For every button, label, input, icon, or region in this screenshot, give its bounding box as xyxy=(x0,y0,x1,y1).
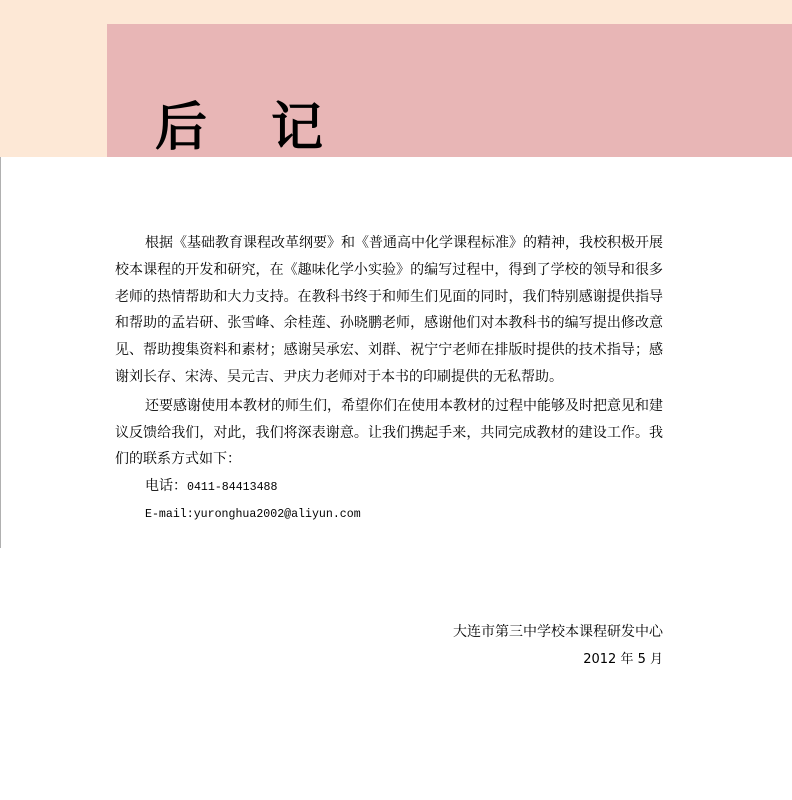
phone-label: 电话： xyxy=(145,478,187,495)
text-line: 老师的热情帮助和大力支持。在教科书终于和师生们见面的同时，我们特别感谢提供指导 xyxy=(115,288,663,305)
page-edge-line xyxy=(0,157,1,548)
phone-number: 0411-84413488 xyxy=(187,481,278,495)
text-line: 见、帮助搜集资料和素材；感谢吴承宏、刘群、祝宁宁老师在排版时提供的技术指导；感 xyxy=(115,342,663,359)
text-line: 根据《基础教育课程改革纲要》和《普通高中化学课程标准》的精神，我校积极开展 xyxy=(145,235,663,251)
afterword-body xyxy=(115,230,663,529)
page-title: 后 记 xyxy=(155,98,330,158)
signature-block xyxy=(115,619,663,673)
text-line: 还要感谢使用本教材的师生们，希望你们在使用本教材的过程中能够及时把意见和建 xyxy=(145,397,663,414)
text-line: 谢刘长存、宋涛、吴元吉、尹庆力老师对于本书的印刷提供的无私帮助。 xyxy=(115,368,563,385)
text-line: 们的联系方式如下： xyxy=(115,451,241,468)
text-line: 校本课程的开发和研究，在《趣味化学小实验》的编写过程中，得到了学校的领导和很多 xyxy=(115,261,663,278)
paragraph-feedback xyxy=(115,393,663,473)
email-line: E-mail:yuronghua2002@aliyun.com xyxy=(145,507,361,521)
text-line: 和帮助的孟岩研、张雪峰、余桂莲、孙晓鹏老师，感谢他们对本教科书的编写提出修改意 xyxy=(115,315,663,332)
contact-info xyxy=(115,473,663,529)
signature-date: 2012 年 5 月 xyxy=(583,652,663,667)
text-line: 议反馈给我们，对此，我们将深表谢意。让我们携起手来，共同完成教材的建设工作。我 xyxy=(115,424,663,441)
signature-organization: 大连市第三中学校本课程研发中心 xyxy=(453,624,663,640)
paragraph-acknowledgements xyxy=(115,230,663,391)
phone-line xyxy=(115,473,663,502)
